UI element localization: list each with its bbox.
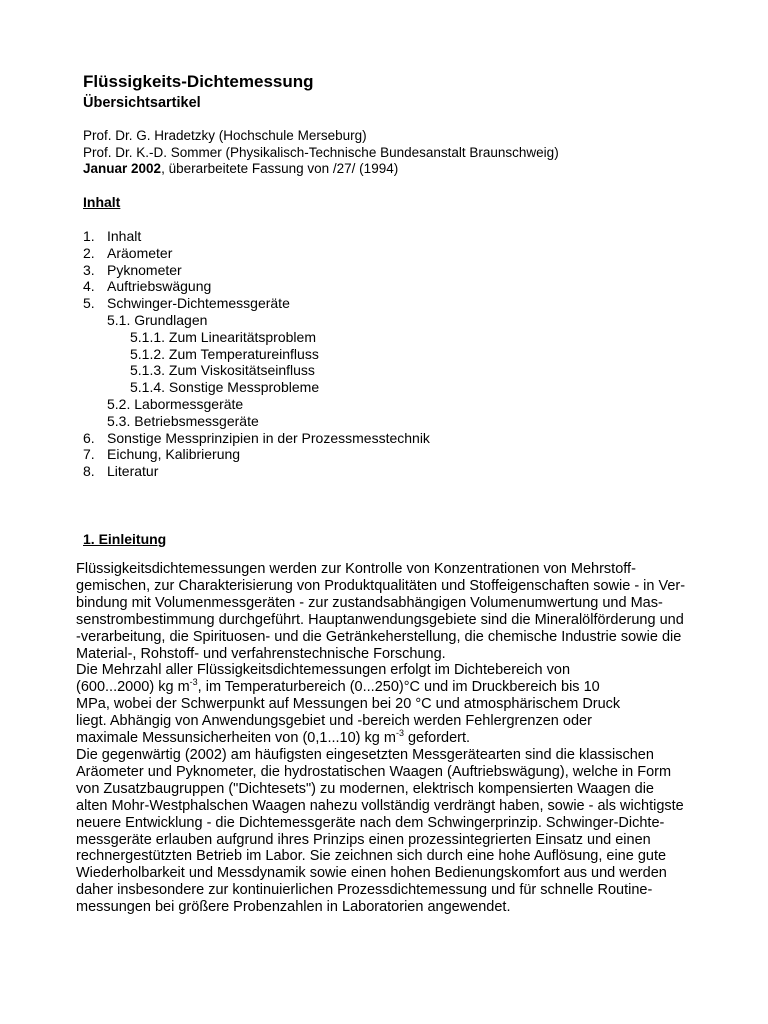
toc-subitem: 5.3. Betriebsmessgeräte: [107, 412, 259, 429]
text-line: MPa, wobei der Schwerpunkt auf Messungen bei 20 °C und atmosphärischem Druck: [76, 696, 621, 713]
text-line: (600...2000) kg $m^{-3}$, im Temperaturbereich (0...250)°C und im Druckbereich bis 10: [76, 677, 600, 696]
text-line: rechnergestützten Betrieb im Labor. Sie zeichnen sich durch eine hohe Auflösung, eine gute: [76, 848, 667, 865]
toc-subitem: 5.2. Labormessgeräte: [107, 395, 244, 412]
toc-item: 6. Sonstige Messprinzipien in der Prozessmesstechnik: [83, 429, 430, 446]
text-line: Aräometer und Pyknometer, die hydrostatischen Waagen (Auftriebswägung), welche in Form: [76, 763, 672, 780]
toc-item: 8. Literatur: [83, 463, 159, 480]
toc-subsubitem: 5.1.2. Zum Temperatureinfluss: [130, 345, 319, 362]
section-body: [76, 561, 736, 916]
toc-item: 4. Auftriebswägung: [83, 278, 212, 295]
toc-subsubitem: 5.1.1. Zum Linearitätsproblem: [130, 328, 316, 345]
toc-subsubitem: 5.1.4. Sonstige Messprobleme: [130, 379, 320, 396]
text-line: bindung mit Volumenmessgeräten - zur zustandsabhängigen Volumenumwertung und Mas-: [76, 594, 663, 611]
text-line: -verarbeitung, die Spirituosen- und die Getränkeherstellung, die chemische Industrie sowie die: [76, 628, 682, 645]
document-title: Flüssigkeits-Dichtemessung: [83, 72, 314, 91]
text-line: Flüssigkeitsdichtemessungen werden zur Kontrolle von Konzentrationen von Mehrstoff-: [76, 561, 636, 577]
text-line: Wiederholbarkeit und Messdynamik sowie einen hohen Bedienungskomfort aus und werden: [76, 865, 667, 882]
toc-item: 1. Inhalt: [83, 228, 142, 244]
author-line: Prof. Dr. G. Hradetzky (Hochschule Merseburg): [83, 128, 367, 143]
text-line: liegt. Abhängig von Anwendungsgebiet und -bereich werden Fehlergrenzen oder: [76, 713, 592, 730]
text-line: Die Mehrzahl aller Flüssigkeitsdichtemessungen erfolgt im Dichtebereich von: [76, 662, 571, 679]
text-line: messgeräte erlauben aufgrund ihres Prinzips einen prozessintegrierten Einsatz und einen: [76, 831, 651, 848]
toc-subsubitem: 5.1.3. Zum Viskositätseinfluss: [130, 362, 315, 379]
author-block: [83, 128, 559, 178]
text-line: Die gegenwärtig (2002) am häufigsten eingesetzten Messgerätearten sind die klassischen: [76, 746, 654, 763]
text-line: daher insbesondere zur kontinuierlichen Prozessdichtemessung und für schnelle Routine-: [76, 882, 653, 899]
table-of-contents: [83, 228, 430, 480]
text-line: gemischen, zur Charakterisierung von Produktqualitäten und Stoffeigenschaften sowie - in Ver-: [76, 577, 686, 594]
text-line: neuere Entwicklung - die Dichtemessgeräte nach dem Schwingerprinzip. Schwinger-Dichte-: [76, 814, 665, 831]
date-bold: Januar 2002: [83, 161, 162, 176]
toc-subitem: 5.1. Grundlagen: [107, 311, 208, 328]
toc-heading: Inhalt: [83, 194, 121, 210]
author-line: Prof. Dr. K.-D. Sommer (Physikalisch-Technische Bundesanstalt Braunschweig): [83, 144, 559, 160]
text-line: senstrombestimmung durchgeführt. Hauptanwendungsgebiete sind die Mineralölförderung und: [76, 611, 684, 628]
date-rest: , überarbeitete Fassung von /27/ (1994): [161, 161, 399, 176]
text-line: von Zusatzbaugruppen ("Dichtesets") zu modernen, elektrisch kompensierten Waagen die: [76, 780, 654, 797]
toc-item: 5. Schwinger-Dichtemessgeräte: [83, 295, 290, 312]
toc-item: 7. Eichung, Kalibrierung: [83, 446, 241, 463]
text-line: alten Mohr-Westphalschen Waagen nahezu vollständig verdrängt haben, sowie - als wichtigste: [76, 797, 684, 814]
text-line: messungen bei größere Probenzahlen in Laboratorien angewendet.: [76, 899, 511, 916]
text-line: Material-, Rohstoff- und verfahrenstechnische Forschung.: [76, 645, 446, 662]
text-line: maximale Messunsicherheiten von (0,1...10) kg $m^{-3}$ gefordert.: [76, 728, 471, 747]
toc-item: 2. Aräometer: [83, 244, 173, 261]
toc-item: 3. Pyknometer: [83, 261, 182, 278]
date-line: [83, 161, 559, 178]
section-heading: 1. Einleitung: [83, 531, 167, 547]
document-subtitle: Übersichtsartikel: [83, 95, 201, 111]
